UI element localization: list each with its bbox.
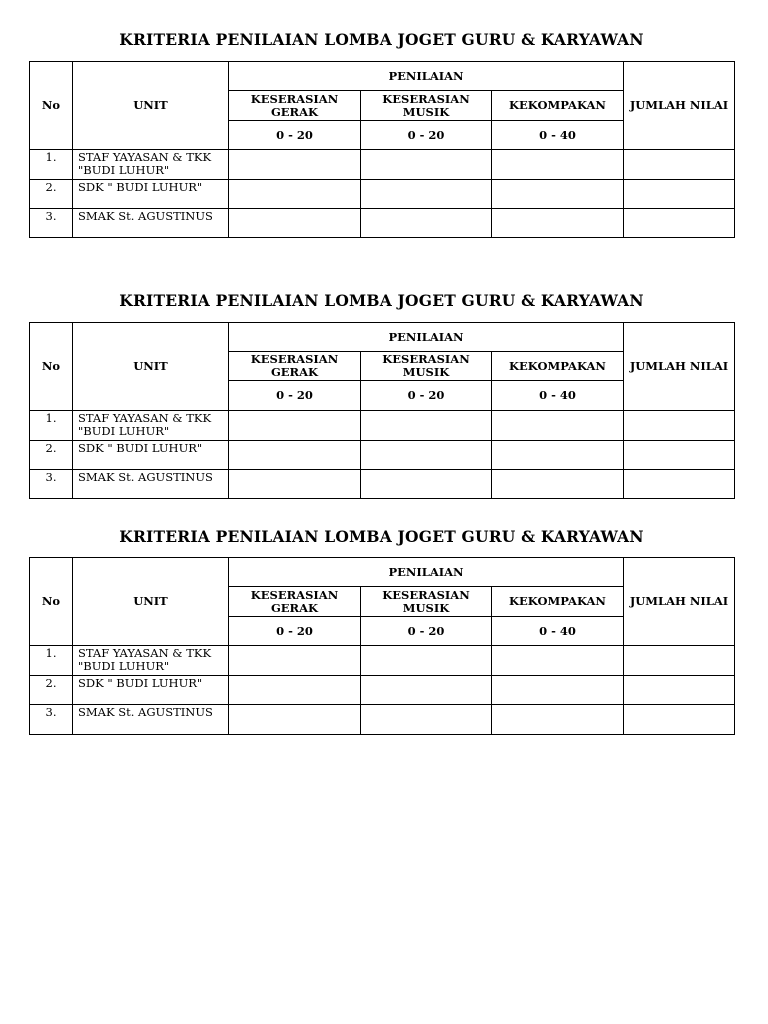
score-cell-jumlah[interactable] [624,441,735,470]
score-cell-kekompakan[interactable] [492,411,624,441]
score-cell-jumlah[interactable] [624,411,735,441]
score-cell-musik[interactable] [361,209,492,238]
score-cell-kekompakan[interactable] [492,470,624,499]
score-cell-jumlah[interactable] [624,180,735,209]
header-penilaian: PENILAIAN [229,62,624,91]
scoring-table [29,61,735,238]
row-unit: SDK " BUDI LUHUR" [73,180,229,209]
range-kekompakan: 0 - 40 [492,381,624,411]
table-row [30,209,735,238]
row-number: 2. [30,180,73,209]
row-number: 2. [30,676,73,705]
header-kekompakan: KEKOMPAKAN [492,587,624,617]
row-number: 3. [30,470,73,499]
score-cell-gerak[interactable] [229,470,361,499]
score-cell-gerak[interactable] [229,411,361,441]
score-cell-musik[interactable] [361,180,492,209]
table-row [30,441,735,470]
score-cell-jumlah[interactable] [624,470,735,499]
row-unit: STAF YAYASAN & TKK "BUDI LUHUR" [73,411,229,441]
range-gerak: 0 - 20 [229,617,361,646]
scoring-table [29,322,735,499]
header-no: No [30,558,73,646]
row-unit: SMAK St. AGUSTINUS [73,470,229,499]
range-musik: 0 - 20 [361,121,492,150]
header-jumlah-nilai: JUMLAH NILAI [624,323,735,411]
section-title: KRITERIA PENILAIAN LOMBA JOGET GURU & KARYAWAN [119,291,644,310]
score-cell-kekompakan[interactable] [492,150,624,180]
score-cell-gerak[interactable] [229,150,361,180]
row-number: 1. [30,646,73,676]
header-no: No [30,62,73,150]
score-cell-musik[interactable] [361,705,492,735]
row-unit: SMAK St. AGUSTINUS [73,209,229,238]
score-cell-jumlah[interactable] [624,676,735,705]
score-cell-gerak[interactable] [229,646,361,676]
score-cell-kekompakan[interactable] [492,441,624,470]
section-title: KRITERIA PENILAIAN LOMBA JOGET GURU & KARYAWAN [119,527,644,546]
score-cell-musik[interactable] [361,441,492,470]
score-cell-jumlah[interactable] [624,705,735,735]
row-number: 1. [30,150,73,180]
header-kekompakan: KEKOMPAKAN [492,91,624,121]
header-unit: UNIT [73,558,229,646]
table-row [30,646,735,676]
header-keserasian-gerak: KESERASIAN GERAK [229,587,361,617]
range-kekompakan: 0 - 40 [492,617,624,646]
header-penilaian: PENILAIAN [229,323,624,352]
range-gerak: 0 - 20 [229,121,361,150]
header-unit: UNIT [73,323,229,411]
row-unit: SDK " BUDI LUHUR" [73,676,229,705]
header-keserasian-musik: KESERASIAN MUSIK [361,587,492,617]
header-keserasian-gerak: KESERASIAN GERAK [229,91,361,121]
table-row [30,705,735,735]
header-keserasian-musik: KESERASIAN MUSIK [361,91,492,121]
section-title: KRITERIA PENILAIAN LOMBA JOGET GURU & KARYAWAN [119,30,644,49]
row-unit: STAF YAYASAN & TKK "BUDI LUHUR" [73,646,229,676]
row-number: 2. [30,441,73,470]
range-musik: 0 - 20 [361,617,492,646]
score-cell-musik[interactable] [361,411,492,441]
score-cell-gerak[interactable] [229,441,361,470]
header-keserasian-musik: KESERASIAN MUSIK [361,352,492,381]
row-unit: SMAK St. AGUSTINUS [73,705,229,735]
table-row [30,470,735,499]
score-cell-kekompakan[interactable] [492,209,624,238]
score-cell-kekompakan[interactable] [492,180,624,209]
row-unit: STAF YAYASAN & TKK "BUDI LUHUR" [73,150,229,180]
header-no: No [30,323,73,411]
score-cell-jumlah[interactable] [624,150,735,180]
table-row [30,180,735,209]
row-number: 3. [30,705,73,735]
header-jumlah-nilai: JUMLAH NILAI [624,62,735,150]
score-cell-musik[interactable] [361,646,492,676]
score-cell-gerak[interactable] [229,180,361,209]
range-gerak: 0 - 20 [229,381,361,411]
score-cell-gerak[interactable] [229,705,361,735]
row-number: 1. [30,411,73,441]
score-cell-musik[interactable] [361,676,492,705]
score-cell-musik[interactable] [361,470,492,499]
row-unit: SDK " BUDI LUHUR" [73,441,229,470]
table-row [30,411,735,441]
score-cell-gerak[interactable] [229,676,361,705]
header-keserasian-gerak: KESERASIAN GERAK [229,352,361,381]
score-cell-jumlah[interactable] [624,646,735,676]
header-penilaian: PENILAIAN [229,558,624,587]
score-cell-kekompakan[interactable] [492,705,624,735]
score-cell-gerak[interactable] [229,209,361,238]
range-kekompakan: 0 - 40 [492,121,624,150]
scoring-table [29,557,735,735]
header-jumlah-nilai: JUMLAH NILAI [624,558,735,646]
score-cell-musik[interactable] [361,150,492,180]
score-cell-jumlah[interactable] [624,209,735,238]
table-row [30,676,735,705]
table-row [30,150,735,180]
score-cell-kekompakan[interactable] [492,676,624,705]
header-kekompakan: KEKOMPAKAN [492,352,624,381]
score-cell-kekompakan[interactable] [492,646,624,676]
header-unit: UNIT [73,62,229,150]
row-number: 3. [30,209,73,238]
range-musik: 0 - 20 [361,381,492,411]
